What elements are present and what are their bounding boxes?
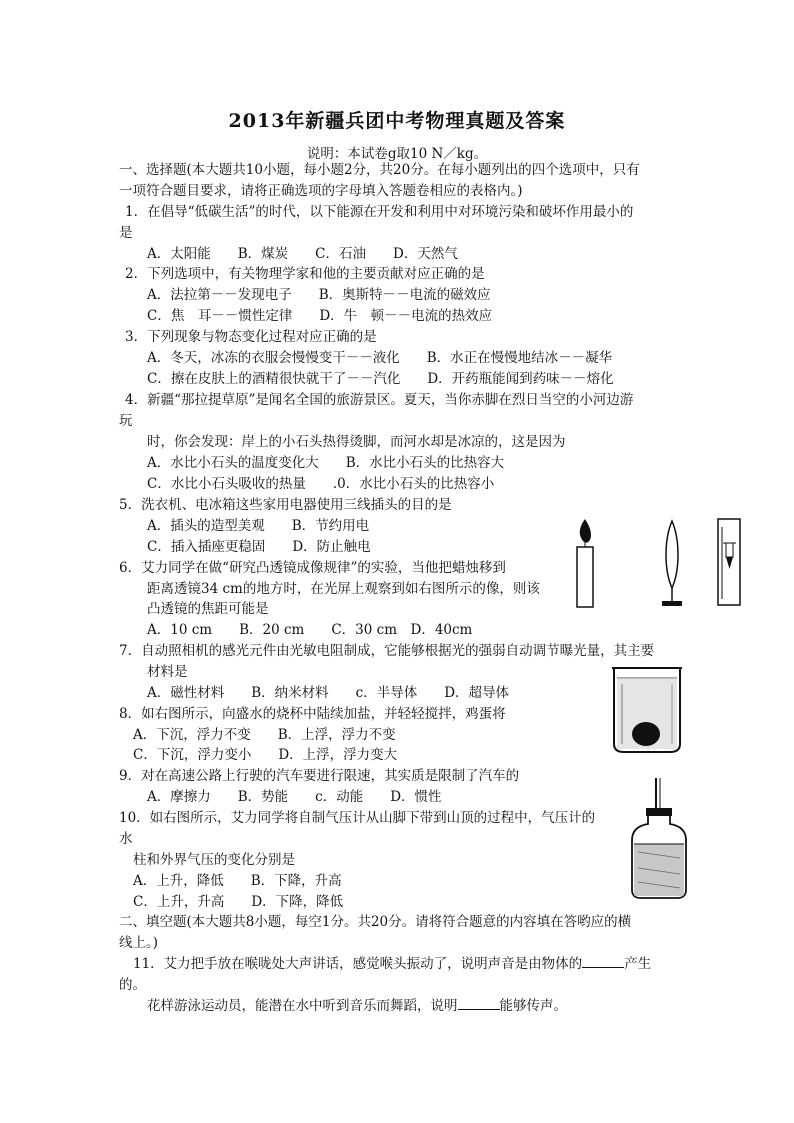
q6-options: A．10 cm B．20 cm C．30 cm D．40cm	[147, 622, 473, 638]
section1-header-line1: 一、选择题(本大题共10小题，每小题2分，共20分。在每小题列出的四个选项中，只有	[119, 162, 640, 178]
q1-stem-line1: 1．在倡导“低碳生活”的时代，以下能源在开发和利用中对环境污染和破坏作用最小的	[125, 204, 634, 220]
candle-icon	[577, 519, 593, 607]
q5-stem: 5．洗衣机、电冰箱这些家用电器使用三线插头的目的是	[119, 497, 452, 513]
q4-stem-line3: 时，你会发现：岸上的小石头热得烫脚，而河水却是冰凉的，这是因为	[147, 434, 566, 450]
q10-stem-line2: 水	[119, 831, 133, 847]
q10-stem-line1: 10．如右图所示，艾力同学将自制气压计从山脚下带到山顶的过程中，气压计的	[119, 810, 596, 826]
q7-options: A．磁性材料 B．纳米材料 c．半导体 D．超导体	[147, 685, 510, 701]
q5-options-line2: C．插入插座更稳固 D．防止触电	[147, 539, 371, 555]
section2-header-line1: 二、填空题(本大题共8小题，每空1分。共20分。请将符合题意的内容填在答哟应的横	[119, 914, 632, 930]
lens-experiment-figure	[572, 515, 744, 610]
q11-line2: 的。	[119, 977, 146, 993]
q10-options-line1: A．上升，降低 B．下降，升高	[133, 873, 342, 889]
q2-options-line1: A．法拉第－－发现电子 B．奥斯特－－电流的磁效应	[147, 287, 491, 303]
screen-icon	[718, 519, 740, 605]
q1-options: A．太阳能 B．煤炭 C．石油 D．天然气	[147, 246, 458, 262]
q11-blank-2	[458, 997, 500, 1010]
q6-stem-line2: 距离透镜34 cm的地方时，在光屏上观察到如右图所示的像，则该	[147, 581, 540, 597]
q6-stem-line1: 6．艾力同学在做“研究凸透镜成像规律”的实验，当他把蜡烛移到	[119, 560, 506, 576]
barometer-figure	[624, 778, 694, 900]
barometer-icon	[632, 778, 686, 898]
q4-stem-line2: 玩	[119, 413, 133, 429]
q3-stem: 3．下列现象与物态变化过程对应正确的是	[125, 329, 377, 345]
q3-options-line1: A．冬天，冰冻的衣服会慢慢变干－－液化 B．水正在慢慢地结冰－－凝华	[147, 350, 613, 366]
q10-stem-line3: 柱和外界气压的变化分别是	[133, 852, 295, 868]
q5-options-line1: A．插头的造型美观 B．节约用电	[147, 518, 370, 534]
q2-stem: 2．下列选项中，有关物理学家和他的主要贡献对应正确的是	[125, 266, 485, 282]
q2-options-line2: C．焦 耳－－惯性定律 D．牛 顿－－电流的热效应	[147, 308, 493, 324]
section1-header-line2: 一项符合题目要求，请将正确选项的字母填入答题卷相应的表格内。)	[119, 183, 523, 199]
q4-options-line2: C．水比小石头吸收的热量 .0．水比小石头的比热容小	[147, 476, 495, 492]
q11-line3	[147, 997, 567, 1015]
exam-note: 说明：本试卷g取10 N／kg。	[306, 146, 488, 162]
q11-line1-text-a: 11．艾力把手放在喉咙处大声讲话，感觉喉头振动了，说明声音是由物体的	[133, 956, 583, 972]
q11-blank-1	[582, 955, 624, 968]
q9-options: A．摩擦力 B．势能 c．动能 D．惯性	[147, 789, 442, 805]
q11-line1	[133, 955, 651, 973]
q7-stem-line2: 材料是	[147, 664, 188, 680]
q8-options-line2: C．下沉，浮力变小 D．上浮，浮力变大	[133, 747, 398, 763]
q4-options-line1: A．水比小石头的温度变化大 B．水比小石头的比热容大	[147, 455, 505, 471]
convex-lens-icon	[662, 521, 682, 606]
q11-line3-text-a: 花样游泳运动员，能潜在水中听到音乐而舞蹈，说明	[147, 998, 458, 1014]
q6-stem-line3: 凸透镜的焦距可能是	[147, 601, 269, 617]
q3-options-line2: C．擦在皮肤上的酒精很快就干了－－汽化 D．开药瓶能闻到药味－－熔化	[147, 371, 614, 387]
q10-options-line2: C．上升，升高 D．下降，降低	[133, 894, 344, 910]
q9-stem: 9．对在高速公路上行驶的汽车要进行限速，其实质是限制了汽车的	[119, 768, 520, 784]
page-title: 2013年新疆兵团中考物理真题及答案	[228, 110, 566, 132]
section2-header-line2: 线上。)	[119, 935, 159, 951]
q1-stem-line2: 是	[119, 225, 133, 241]
q8-options-line1: A．下沉，浮力不变 B．上浮，浮力不变	[133, 727, 396, 743]
beaker-egg-figure	[608, 664, 686, 754]
egg-icon	[632, 722, 660, 746]
q4-stem-line1: 4．新疆“那拉提草原”是闻名全国的旅游景区。夏天，当你赤脚在烈日当空的小河边游	[125, 392, 634, 408]
q11-line1-text-b: 产生	[624, 956, 652, 972]
q11-line3-text-b: 能够传声。	[499, 998, 567, 1014]
q7-stem-line1: 7．自动照相机的感光元件由光敏电阻制成，它能够根据光的强弱自动调节曝光量，其主要	[119, 643, 655, 659]
q8-stem: 8．如右图所示，向盛水的烧杯中陆续加盐，并轻轻搅拌，鸡蛋将	[119, 706, 506, 722]
